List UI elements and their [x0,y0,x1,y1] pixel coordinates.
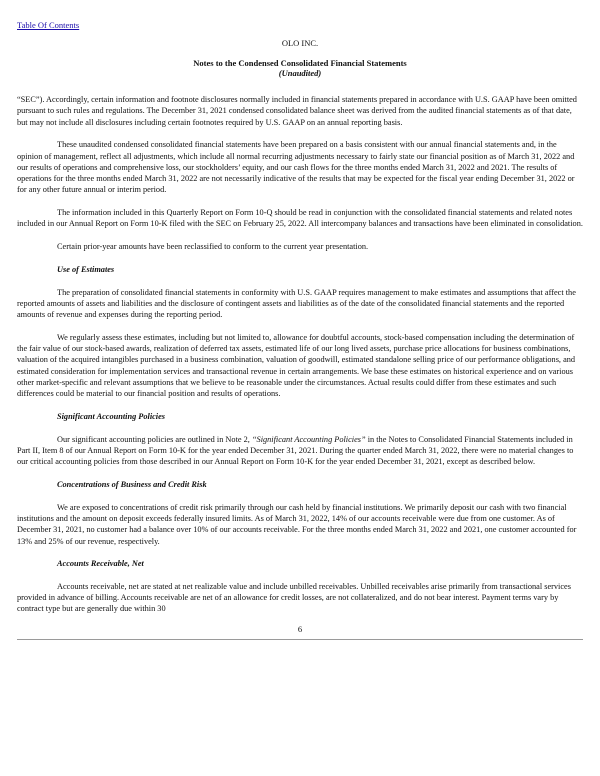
table-of-contents-link[interactable]: Table Of Contents [17,20,80,30]
paragraph-estimates-preparation: The preparation of consolidated financial statements in conformity with U.S. GAAP requires management to make estimates and assumptions that affect the reported amounts of assets and liabilities and the disclosure of contingent assets and liabilities as of the date of the consolidated financial statements and the reported amounts of revenue and expenses during the reporting period. [17,287,576,320]
paragraph-estimates-assessment: We regularly assess these estimates, including but not limited to, allowance for doubtful accounts, stock-based compensation including the determination of the fair value of our stock-based awards, realization of deferred tax assets, estimated life of our long lived assets, purchase price allocations for business combinations, valuation of the acquired intangibles purchased in a business combination, valuation of goodwill, estimated standalone selling price of our performance obligations, and estimated consideration for implementation services and transactional revenue in certain arrangements. We base these estimates on historical experience and on various other market-specific and relevant assumptions that we believe to be reasonable under the circumstances. Actual results could differ from these estimates and such differences could be material to our financial position and results of operations. [17,332,576,399]
paragraph-accounts-receivable: Accounts receivable, net are stated at net realizable value and include unbilled receivables. Unbilled receivables arise primarily from transactional services provided in advance of billing. Accounts receivable are net of an allowance for credit losses, are not collateralized, and do not bear interest. Payment terms vary by contract type but are generally due within 30 [17,581,571,614]
heading-use-of-estimates: Use of Estimates [57,264,115,274]
heading-accounts-receivable: Accounts Receivable, Net [57,559,144,569]
paragraph-basis-of-presentation: These unaudited condensed consolidated financial statements have been prepared on a basis consistent with our annual financial statements and, in the opinion of management, reflect all adjustments, which include all normal recurring adjustments necessary to fairly state our financial position as of March 31, 2022 and our results of operations and comprehensive loss, our stockholders’ equity, and our cash flows for the three months ended March 31, 2022 and 2021. The results of operations for the three months ended March 31, 2022 are not necessarily indicative of the results that may be expected for the fiscal year ending December 31, 2022 or for any other future annual or interim period. [17,140,575,195]
paragraph-form-10q-info: The information included in this Quarterly Report on Form 10-Q should be read in conjunction with the consolidated financial statements and related notes included in our Annual Report on Form 10-K filed with the SEC on February 25, 2022. All intercompany balances and transactions have been eliminated in consolidation. [17,208,583,229]
paragraph-accounting-policies [17,434,583,468]
page-number: 6 [297,624,303,634]
paragraph-sec-continuation: “SEC”). Accordingly, certain information and footnote disclosures normally included in financial statements prepared in accordance with U.S. GAAP have been omitted pursuant to such rules and regulations. The December 31, 2021 condensed consolidated balance sheet was derived from the audited financial statements as of that date, but may not include all disclosures including certain footnotes required by U.S. GAAP on an annual reporting basis. [17,95,577,127]
document-body [17,94,583,626]
policies-text-start: Our significant accounting policies are outlined in Note 2, [57,434,252,444]
paragraph-reclassification: Certain prior-year amounts have been reclassified to conform to the current year presentation. [57,242,369,252]
page-title: Notes to the Condensed Consolidated Financial Statements [193,58,407,68]
heading-significant-accounting-policies: Significant Accounting Policies [57,411,166,421]
page-subtitle: (Unaudited) [278,68,322,78]
policies-note-title: “Significant Accounting Policies” [251,434,366,444]
paragraph-credit-risk: We are exposed to concentrations of credit risk primarily through our cash held by financial institutions. We primarily deposit our cash with two financial institutions and the amount on deposit exceeds federally insured limits. As of March 31, 2022, 14% of our accounts receivable were due from one customer. As of December 31, 2021, no customer had a balance over 10% of our accounts receivable. For the three months ended March 31, 2022 and 2021, one customer accounted for 13% and 25% of our revenue, respectively. [17,502,577,546]
policies-text-end: in the Notes to Consolidated Financial Statements included in Part II, Item 8 of our Annual Report on Form 10-K for the year ended December 31, 2021. During the quarter ended March 31, 2022, there were no material changes to our critical accounting policies from those described in our Annual Report on Form 10-K for the year ended December 31, 2021, except as described below. [17,434,574,467]
company-name: OLO INC. [281,38,319,48]
heading-concentrations-credit-risk: Concentrations of Business and Credit Risk [57,479,207,489]
page-divider [17,639,583,640]
